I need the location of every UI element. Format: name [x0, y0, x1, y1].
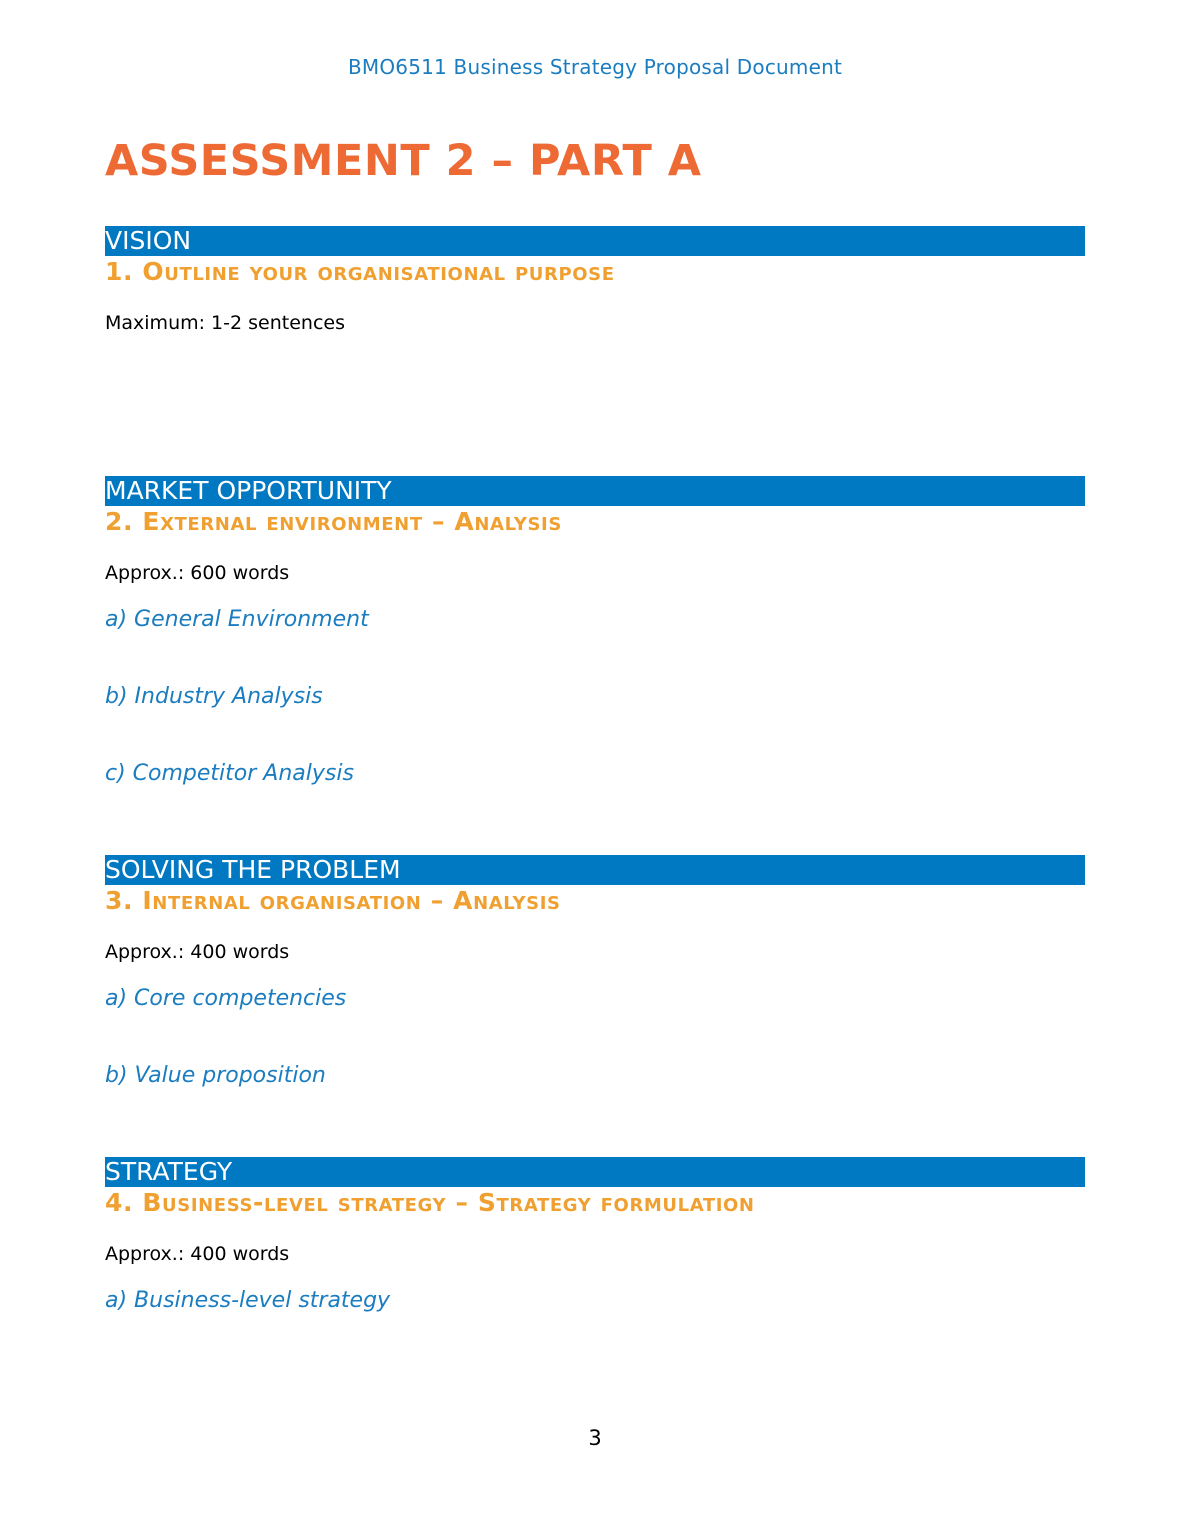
item-general-environment: a) General Environment: [105, 607, 369, 632]
section-heading-external: 2. External environment – Analysis: [105, 507, 562, 536]
section-bar-strategy: STRATEGY: [105, 1157, 1085, 1187]
section-bar-vision: VISION: [105, 226, 1085, 256]
item-industry-analysis: b) Industry Analysis: [105, 684, 323, 709]
section-bar-market-opportunity: MARKET OPPORTUNITY: [105, 476, 1085, 506]
item-competitor-analysis: c) Competitor Analysis: [105, 761, 354, 786]
item-value-proposition: b) Value proposition: [105, 1063, 326, 1088]
document-header-title: BMO6511 Business Strategy Proposal Document: [347, 55, 843, 79]
page-title: ASSESSMENT 2 – PART A: [105, 136, 702, 186]
section-note-internal: Approx.: 400 words: [105, 941, 290, 963]
section-bar-solving-the-problem: SOLVING THE PROBLEM: [105, 855, 1085, 885]
section-note-external: Approx.: 600 words: [105, 562, 290, 584]
section-heading-business-strategy: 4. Business-level strategy – Strategy formulation: [105, 1188, 755, 1217]
section-heading-internal: 3. Internal organisation – Analysis: [105, 886, 561, 915]
item-business-level-strategy: a) Business-level strategy: [105, 1288, 391, 1313]
item-core-competencies: a) Core competencies: [105, 986, 347, 1011]
section-note-purpose: Maximum: 1-2 sentences: [105, 312, 345, 334]
section-heading-purpose: 1. Outline your organisational purpose: [105, 257, 615, 286]
page-number: 3: [588, 1426, 602, 1450]
section-note-business-strategy: Approx.: 400 words: [105, 1243, 290, 1265]
